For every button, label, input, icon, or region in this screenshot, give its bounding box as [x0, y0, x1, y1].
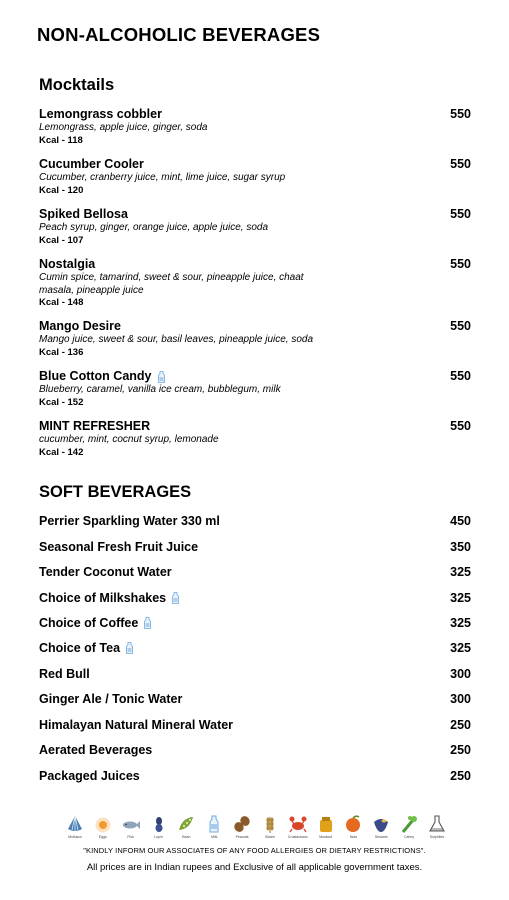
- item-price: 250: [450, 743, 471, 757]
- item-name: Seasonal Fresh Fruit Juice: [39, 540, 199, 554]
- allergen-sulphites: Sulphites: [426, 814, 448, 844]
- menu-item: [39, 157, 471, 197]
- allergen-sesame: Sesame: [370, 814, 392, 844]
- allergen-gluten: Gluten: [259, 814, 281, 844]
- item-name: Nostalgia: [39, 257, 96, 271]
- item-price: 350: [450, 540, 471, 554]
- item-price: 550: [450, 419, 471, 433]
- soft-beverages-heading: SOFT BEVERAGES: [39, 483, 192, 501]
- item-price: 325: [450, 591, 471, 605]
- item-calories: Kcal - 148: [39, 297, 84, 308]
- menu-item: [39, 615, 471, 631]
- menu-item: [39, 640, 471, 656]
- menu-item: [39, 590, 471, 606]
- shell-icon: [65, 814, 85, 834]
- allergen-peanuts: Peanuts: [231, 814, 253, 844]
- egg-icon: [93, 814, 113, 834]
- item-name: Spiked Bellosa: [39, 207, 128, 221]
- menu-item: [39, 564, 471, 580]
- item-name: Mango Desire: [39, 319, 121, 333]
- allergen-milk: Milk: [203, 814, 225, 844]
- milk-icon: [204, 814, 224, 834]
- item-name: Red Bull: [39, 667, 90, 681]
- wheat-icon: [260, 814, 280, 834]
- item-price: 450: [450, 514, 471, 528]
- item-calories: Kcal - 120: [39, 184, 84, 196]
- allergen-molluscs: Molluscs: [64, 814, 86, 844]
- item-price: 325: [450, 641, 471, 655]
- item-price: 550: [450, 319, 471, 333]
- allergen-mustard: Mustard: [315, 814, 337, 844]
- fish-icon: [121, 814, 141, 834]
- item-name: Choice of Tea: [39, 641, 121, 655]
- item-name: Aerated Beverages: [39, 743, 153, 757]
- item-price: 250: [450, 769, 471, 783]
- allergen-fish: Fish: [120, 814, 142, 844]
- item-description: Cumin spice, tamarind, sweet & sour, pineapple juice, chaat masala, pineapple juice: [39, 272, 304, 296]
- milk-icon: [126, 642, 133, 654]
- allergen-lupin: Lupin: [148, 814, 170, 844]
- item-description: Cucumber, cranberry juice, mint, lime juice, sugar syrup: [39, 172, 286, 183]
- item-price: 325: [450, 616, 471, 630]
- menu-item: [39, 369, 471, 409]
- menu-item: [39, 742, 471, 758]
- bean-icon: [176, 814, 196, 834]
- item-description: cucumber, mint, cocnut syrup, lemonade: [39, 434, 219, 445]
- item-name: Tender Coconut Water: [39, 565, 172, 579]
- nuts-icon: [343, 814, 363, 834]
- item-price: 550: [450, 257, 471, 271]
- item-name: Lemongrass cobbler: [39, 107, 162, 121]
- mustard-icon: [316, 814, 336, 834]
- item-name: MINT REFRESHER: [39, 419, 151, 433]
- item-calories: Kcal - 107: [39, 234, 84, 246]
- mocktails-heading: Mocktails: [39, 76, 115, 94]
- allergen-bean: Bean: [175, 814, 197, 844]
- menu-item: [39, 691, 471, 707]
- item-price: 300: [450, 692, 471, 706]
- item-description: Peach syrup, ginger, orange juice, apple juice, soda: [39, 222, 269, 233]
- menu-item: [39, 319, 471, 359]
- milk-icon: [158, 371, 165, 383]
- menu-item: [39, 666, 471, 682]
- item-price: 550: [450, 157, 471, 171]
- item-price: 550: [450, 107, 471, 121]
- milk-icon: [144, 617, 151, 629]
- menu-item: [39, 539, 471, 555]
- item-calories: Kcal - 152: [39, 396, 84, 408]
- allergen-crustaceans: Crustaceans: [287, 814, 309, 844]
- allergen-celery: Celery: [398, 814, 420, 844]
- item-name: Ginger Ale / Tonic Water: [39, 692, 183, 706]
- milk-icon: [172, 592, 179, 604]
- sesame-icon: [371, 814, 391, 834]
- flask-icon: [427, 814, 447, 834]
- item-calories: Kcal - 142: [39, 446, 84, 458]
- allergy-notice: "KINDLY INFORM OUR ASSOCIATES OF ANY FOOD ALLERGIES OR DIETARY RESTRICTIONS".: [83, 846, 426, 855]
- lupin-icon: [149, 814, 169, 834]
- item-price: 300: [450, 667, 471, 681]
- allergen-legend: [64, 814, 448, 844]
- item-description: Blueberry, caramel, vanilla ice cream, bubblegum, milk: [39, 384, 281, 395]
- item-name: Perrier Sparkling Water 330 ml: [39, 514, 220, 528]
- item-price: 325: [450, 565, 471, 579]
- item-name: Himalayan Natural Mineral Water: [39, 718, 234, 732]
- item-name: Packaged Juices: [39, 769, 140, 783]
- menu-item: [39, 419, 471, 459]
- menu-item: [39, 257, 471, 309]
- peanut-icon: [232, 814, 252, 834]
- crab-icon: [288, 814, 308, 834]
- menu-item: [39, 717, 471, 733]
- item-name: Choice of Milkshakes: [39, 591, 167, 605]
- item-price: 250: [450, 718, 471, 732]
- menu-item: [39, 207, 471, 247]
- item-name: Blue Cotton Candy: [39, 369, 152, 383]
- page-title: NON-ALCOHOLIC BEVERAGES: [37, 24, 321, 45]
- menu-item: [39, 513, 471, 529]
- item-description: Lemongrass, apple juice, ginger, soda: [39, 122, 208, 133]
- item-name: Choice of Coffee: [39, 616, 139, 630]
- item-price: 550: [450, 369, 471, 383]
- allergen-nuts: Nuts: [342, 814, 364, 844]
- item-price: 550: [450, 207, 471, 221]
- item-calories: Kcal - 136: [39, 346, 84, 358]
- item-calories: Kcal - 118: [39, 134, 83, 146]
- menu-item: [39, 107, 471, 147]
- item-name: Cucumber Cooler: [39, 157, 144, 171]
- allergen-eggs: Eggs: [92, 814, 114, 844]
- menu-item: [39, 768, 471, 784]
- item-description: Mango juice, sweet & sour, basil leaves, pineapple juice, soda: [39, 334, 314, 345]
- price-disclaimer: All prices are in Indian rupees and Exclusive of all applicable government taxes.: [86, 862, 423, 873]
- celery-icon: [399, 814, 419, 834]
